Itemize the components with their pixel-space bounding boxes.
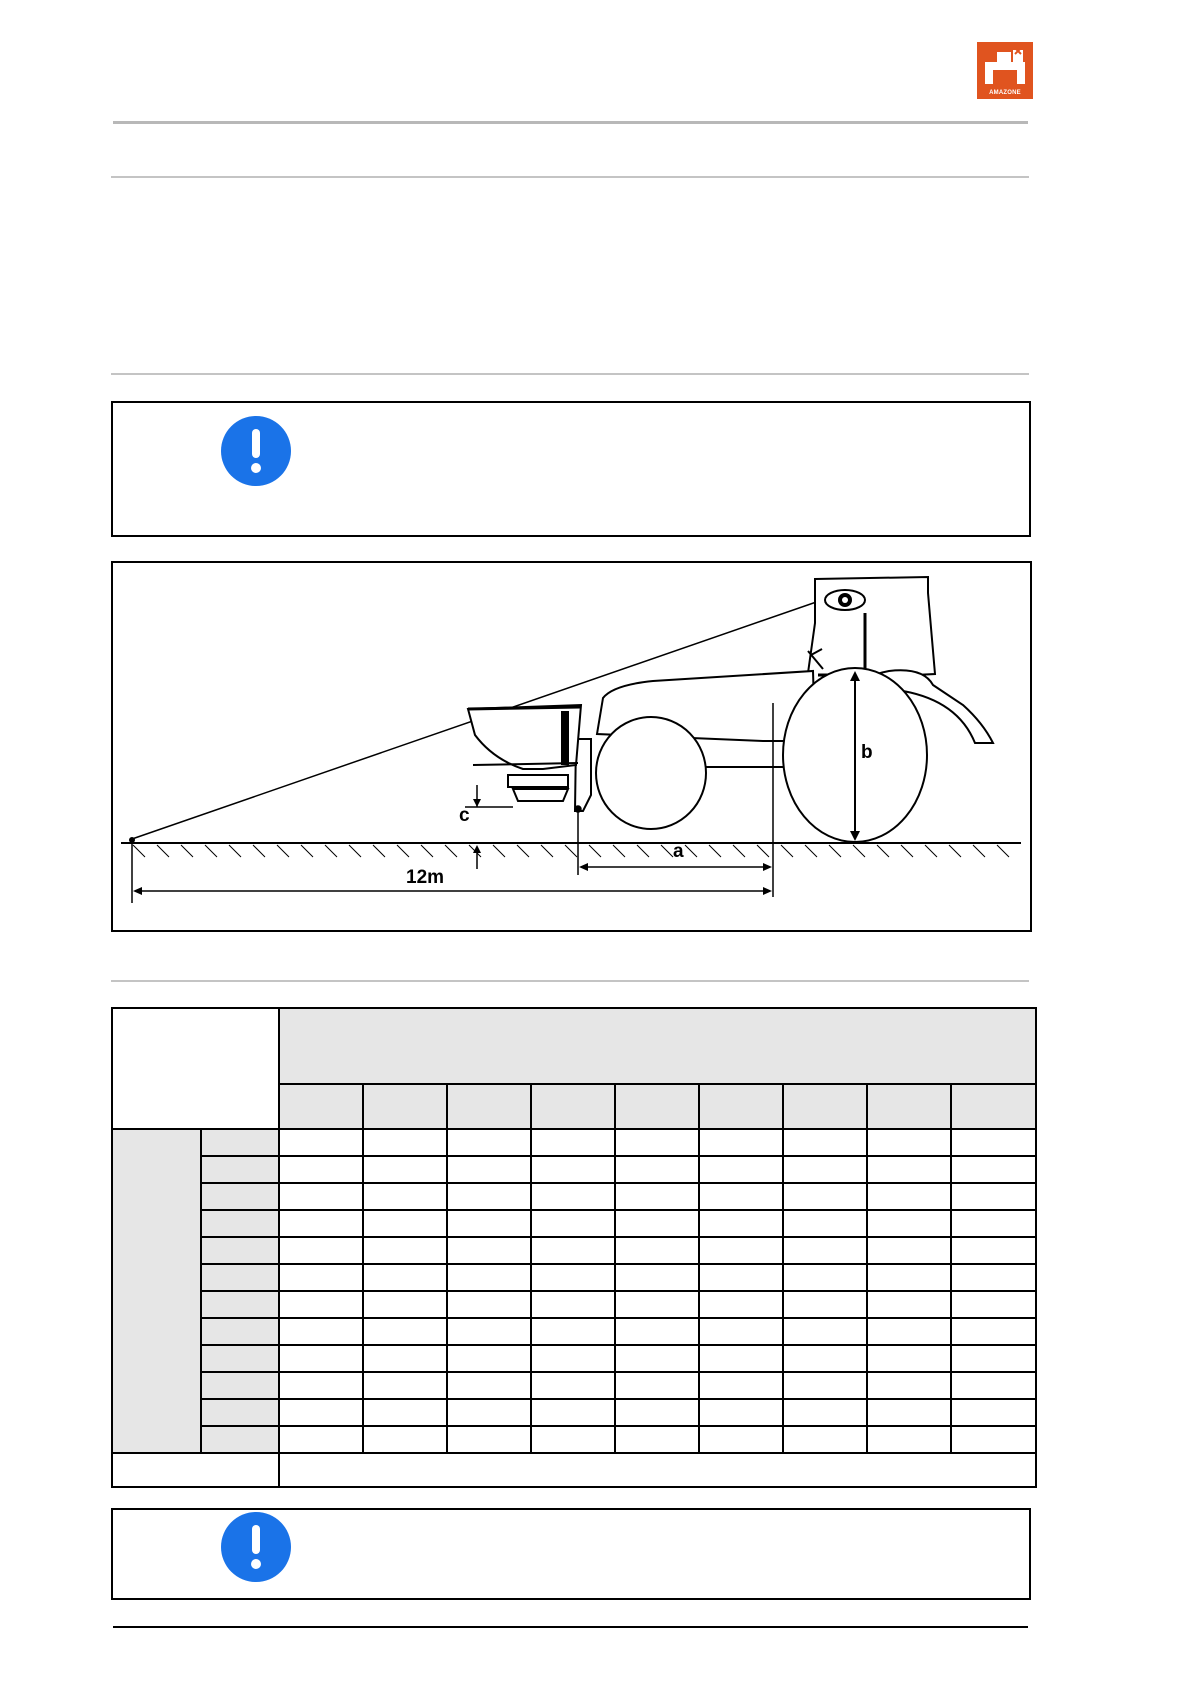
table-cell <box>867 1210 951 1237</box>
column-header <box>279 1084 363 1129</box>
table-cell <box>783 1426 867 1453</box>
table-cell <box>783 1129 867 1156</box>
tractor-visibility-figure <box>111 561 1032 932</box>
notice-box-1 <box>111 401 1031 537</box>
table-row <box>112 1399 1036 1426</box>
ground-point <box>129 837 135 843</box>
table-cell <box>951 1318 1036 1345</box>
table-footer-value <box>279 1453 1036 1487</box>
table-cell <box>783 1399 867 1426</box>
table-row <box>112 1183 1036 1210</box>
table-cell <box>699 1291 783 1318</box>
table-cell <box>447 1345 531 1372</box>
table-cell <box>531 1291 615 1318</box>
exclamation-icon <box>221 416 291 486</box>
table-cell <box>279 1345 363 1372</box>
table-cell <box>783 1210 867 1237</box>
table-cell <box>531 1264 615 1291</box>
table-cell <box>783 1183 867 1210</box>
table-cell <box>699 1210 783 1237</box>
table-cell <box>279 1264 363 1291</box>
table-cell <box>867 1426 951 1453</box>
table-cell <box>279 1372 363 1399</box>
table-cell <box>783 1264 867 1291</box>
table-main-header <box>279 1008 1036 1084</box>
column-header <box>867 1084 951 1129</box>
table-cell <box>363 1129 447 1156</box>
table-row <box>112 1318 1036 1345</box>
table-cell <box>447 1264 531 1291</box>
column-header <box>615 1084 699 1129</box>
table-cell <box>867 1291 951 1318</box>
table-row <box>112 1291 1036 1318</box>
table-cell <box>951 1156 1036 1183</box>
table-cell <box>279 1129 363 1156</box>
amazone-logo <box>977 42 1033 99</box>
logo-text: AMAZONE <box>989 90 1021 96</box>
column-header <box>783 1084 867 1129</box>
table-cell <box>783 1345 867 1372</box>
table-cell <box>615 1291 699 1318</box>
header-rule <box>113 121 1028 124</box>
label-a: a <box>673 841 684 862</box>
table-cell <box>951 1183 1036 1210</box>
table-cell <box>447 1291 531 1318</box>
table-cell <box>363 1210 447 1237</box>
table-row <box>112 1237 1036 1264</box>
dimension-c <box>465 785 513 869</box>
table-cell <box>615 1318 699 1345</box>
table-cell <box>279 1318 363 1345</box>
table-cell <box>447 1237 531 1264</box>
notice-box-2 <box>111 1508 1031 1600</box>
table-cell <box>363 1318 447 1345</box>
table-cell <box>783 1318 867 1345</box>
table-cell <box>867 1399 951 1426</box>
table-cell <box>363 1345 447 1372</box>
table-cell <box>279 1291 363 1318</box>
table-cell <box>867 1237 951 1264</box>
table-cell <box>867 1156 951 1183</box>
table-cell <box>531 1345 615 1372</box>
table-cell <box>531 1372 615 1399</box>
table-cell <box>699 1129 783 1156</box>
table-cell <box>531 1210 615 1237</box>
table-cell <box>447 1210 531 1237</box>
table-cell <box>951 1426 1036 1453</box>
row-header <box>201 1264 279 1291</box>
table-cell <box>531 1237 615 1264</box>
table-cell <box>699 1372 783 1399</box>
section-rule-2 <box>111 373 1029 375</box>
table-cell <box>699 1345 783 1372</box>
table-cell <box>363 1156 447 1183</box>
table-cell <box>531 1399 615 1426</box>
table-cell <box>363 1264 447 1291</box>
footer-rule <box>113 1626 1028 1628</box>
table-cell <box>867 1129 951 1156</box>
table-cell <box>279 1183 363 1210</box>
table-cell <box>363 1291 447 1318</box>
exclamation-icon <box>221 1512 291 1582</box>
table-cell <box>447 1372 531 1399</box>
table-cell <box>699 1183 783 1210</box>
table-cell <box>279 1237 363 1264</box>
table-cell <box>867 1264 951 1291</box>
table-cell <box>951 1210 1036 1237</box>
table-corner-cell <box>112 1008 279 1129</box>
column-header <box>447 1084 531 1129</box>
table-cell <box>699 1399 783 1426</box>
eye-icon <box>825 590 865 610</box>
table-cell <box>699 1426 783 1453</box>
column-header <box>951 1084 1036 1129</box>
row-group-header <box>112 1129 201 1453</box>
table-cell <box>615 1210 699 1237</box>
table-cell <box>615 1183 699 1210</box>
table-cell <box>615 1426 699 1453</box>
row-header <box>201 1345 279 1372</box>
table-cell <box>615 1345 699 1372</box>
table-cell <box>363 1237 447 1264</box>
table-cell <box>615 1399 699 1426</box>
section-rule-3 <box>111 980 1029 982</box>
table-cell <box>363 1426 447 1453</box>
section-rule-1 <box>111 176 1029 178</box>
front-wheel <box>596 717 706 829</box>
table-row <box>112 1264 1036 1291</box>
table-cell <box>531 1129 615 1156</box>
table-cell <box>447 1426 531 1453</box>
table-cell <box>783 1156 867 1183</box>
table-cell <box>447 1129 531 1156</box>
row-header <box>201 1129 279 1156</box>
table-cell <box>363 1399 447 1426</box>
label-c: c <box>459 805 470 826</box>
row-header <box>201 1156 279 1183</box>
table-cell <box>447 1318 531 1345</box>
table-cell <box>783 1237 867 1264</box>
settings-table <box>111 1007 1037 1488</box>
table-cell <box>279 1156 363 1183</box>
table-cell <box>363 1183 447 1210</box>
table-cell <box>867 1318 951 1345</box>
table-cell <box>951 1291 1036 1318</box>
label-12m: 12m <box>406 867 445 888</box>
ground-hatching <box>133 845 1009 857</box>
table-cell <box>783 1291 867 1318</box>
row-header <box>201 1399 279 1426</box>
table-cell <box>531 1318 615 1345</box>
table-row <box>112 1426 1036 1453</box>
table-cell <box>615 1129 699 1156</box>
column-header <box>363 1084 447 1129</box>
table-cell <box>699 1156 783 1183</box>
table-cell <box>783 1372 867 1399</box>
table-cell <box>951 1237 1036 1264</box>
table-header-row <box>112 1008 1036 1084</box>
table-cell <box>279 1426 363 1453</box>
row-header <box>201 1426 279 1453</box>
table-cell <box>951 1372 1036 1399</box>
table-cell <box>615 1156 699 1183</box>
table-row <box>112 1210 1036 1237</box>
table-cell <box>699 1237 783 1264</box>
table-cell <box>615 1237 699 1264</box>
column-header <box>699 1084 783 1129</box>
label-b: b <box>861 742 873 763</box>
table-footer-row <box>112 1453 1036 1487</box>
row-header <box>201 1210 279 1237</box>
table-cell <box>279 1399 363 1426</box>
table-cell <box>615 1264 699 1291</box>
row-header <box>201 1372 279 1399</box>
table-cell <box>699 1318 783 1345</box>
table-cell <box>951 1264 1036 1291</box>
table-row <box>112 1129 1036 1156</box>
column-header <box>531 1084 615 1129</box>
table-cell <box>699 1264 783 1291</box>
table-cell <box>279 1210 363 1237</box>
table-cell <box>867 1372 951 1399</box>
table-cell <box>447 1156 531 1183</box>
table-cell <box>951 1399 1036 1426</box>
table-cell <box>447 1399 531 1426</box>
table-cell <box>867 1183 951 1210</box>
table-row <box>112 1345 1036 1372</box>
table-cell <box>531 1183 615 1210</box>
table-row <box>112 1156 1036 1183</box>
table-row <box>112 1372 1036 1399</box>
table-cell <box>951 1129 1036 1156</box>
table-cell <box>531 1156 615 1183</box>
table-cell <box>531 1426 615 1453</box>
table-cell <box>447 1183 531 1210</box>
row-header <box>201 1237 279 1264</box>
table-cell <box>363 1372 447 1399</box>
table-cell <box>615 1372 699 1399</box>
table-cell <box>867 1345 951 1372</box>
table-cell <box>951 1345 1036 1372</box>
row-header <box>201 1291 279 1318</box>
table-footer-label <box>112 1453 279 1487</box>
row-header <box>201 1318 279 1345</box>
row-header <box>201 1183 279 1210</box>
